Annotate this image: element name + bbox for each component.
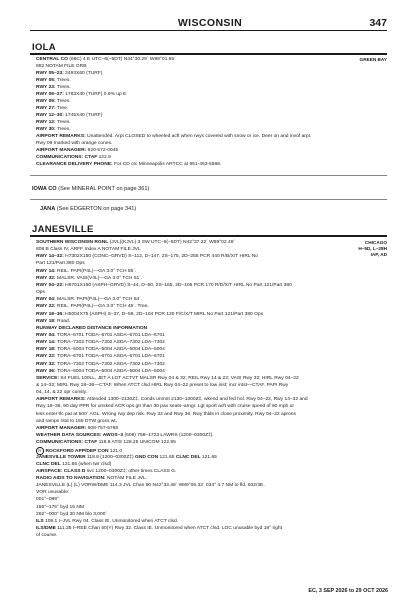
field-value: 808 B Class IV, ARFF Index A NOTAM FILE JVL bbox=[36, 247, 141, 253]
section-title-iola: IOLA bbox=[32, 42, 56, 53]
entry-line bbox=[36, 505, 84, 511]
page-number: 347 bbox=[369, 17, 387, 29]
section-title-janesville: JANESVILLE bbox=[32, 224, 94, 235]
entry-line bbox=[36, 397, 308, 403]
field-label: SOUTHERN WISCONSIN RGNL bbox=[36, 240, 109, 245]
entry-line bbox=[36, 326, 147, 332]
field-value: 121.65 bbox=[158, 454, 176, 460]
entry-line bbox=[36, 276, 142, 282]
entry-line bbox=[36, 57, 176, 63]
entry-line bbox=[36, 333, 165, 339]
field-value: Trees. bbox=[55, 120, 71, 125]
field-label: AIRPORT REMARKS: bbox=[36, 397, 86, 403]
field-label: RWY 30: bbox=[36, 127, 56, 132]
field-value: VOR unusable: bbox=[36, 490, 70, 496]
radar-circle-icon: R bbox=[36, 447, 44, 455]
entry-line bbox=[36, 383, 288, 389]
field-label: ILS bbox=[36, 518, 44, 524]
field-value: TORA–5004 TODA–5004 ASDA–5004 LDA–5004 bbox=[55, 347, 165, 353]
iowa-co-ref: (See MINERAL POINT on page 361) bbox=[56, 186, 150, 192]
field-value: 1783X40 (TURF) 0.6% up E bbox=[63, 92, 127, 97]
field-value: (68C) 4 E UTC–6(–5DT) N44°30.29´ W89°01.55´ bbox=[67, 57, 176, 62]
entry-line bbox=[36, 141, 112, 147]
chart-label-iola: GREEN BAY bbox=[359, 57, 387, 62]
field-value: H6701X150 (ASPH–GRVD) S–44, D–60, 2S–165, 2D–105 PCR 170 R/D/X/T HIRL No Part 121/Part 380 bbox=[63, 282, 292, 288]
field-value: Rwy 18–36, 90 day PPR for unsked ACR ops gtr than 30 pax seats–arngr. Lgt sport acft with cruise speed of 60 mph or bbox=[36, 404, 294, 410]
field-label: AIRSPACE: CLASS D bbox=[36, 468, 86, 474]
field-label: RWY 18: bbox=[36, 318, 56, 324]
entry-line bbox=[36, 134, 311, 140]
field-value: 282°–000° byd 30 NM blo 3,000´ bbox=[36, 511, 108, 517]
entry-line bbox=[36, 455, 217, 461]
entry-line bbox=[36, 462, 111, 468]
field-value: 111.35 I–REE Chan 50(Y) Rwy 32. Class IE. Unmonitored when ATCT clsd. LOC unusable byd 19° right bbox=[55, 526, 282, 531]
field-value: (608) 758–1723 LAWRS (1200–0300Z‡). bbox=[123, 433, 214, 439]
entry-line bbox=[36, 512, 107, 518]
entry-line bbox=[36, 290, 45, 296]
entry-line bbox=[36, 312, 263, 318]
entry-line bbox=[36, 469, 176, 475]
field-value: REIL. PAPI(P4L)—GA 3.0° TCH 45´. Tree. bbox=[55, 304, 149, 310]
field-value: Trees. bbox=[55, 85, 71, 90]
field-value: svc 1200–0300Z‡; other times CLASS G. bbox=[85, 468, 177, 474]
field-label: WEATHER DATA SOURCES: AWOS–3 bbox=[36, 433, 124, 439]
section-rule-iola bbox=[30, 53, 387, 55]
field-value: 882 NOTAM FILE GRB bbox=[36, 64, 87, 69]
field-value: TORA–6701 TODA–6701 ASDA–6701 LDA–6701 bbox=[55, 332, 165, 338]
field-label: RUNWAY DECLARED DISTANCE INFORMATION bbox=[36, 325, 148, 331]
entry-line bbox=[36, 155, 111, 161]
entry-line bbox=[36, 347, 165, 353]
field-label: RWY 14–32: bbox=[36, 254, 64, 260]
entry-line bbox=[36, 113, 102, 119]
field-value: less enter tfc pat at 500´ AGL. Wrong rwy dep risk. Rwy 32 and Rwy 36. Rwy thlds in close proximity. Rwy 04–22 aprons bbox=[36, 411, 296, 417]
field-value: TORA–7302 TODA–7302 ASDA–7302 LDA–7302 bbox=[55, 340, 165, 346]
field-label: AIRPORT MANAGER: bbox=[36, 425, 87, 431]
field-value: S4 FUEL 100LL, JET A LGT ACTVT MALSR Rwy 04 & 32; REIL Rwy 14 & 22; VASI Rwy 32; HIRL Rwy 04–22 bbox=[59, 375, 299, 381]
field-value: For CD ctc Minneapolis ARTCC at 651-463-5588. bbox=[112, 162, 222, 167]
entry-line bbox=[36, 526, 282, 532]
entry-line bbox=[36, 106, 68, 112]
field-value: and ramps rstd to 155 DTW gross wt. bbox=[36, 418, 117, 424]
field-label: RWY 18–36: bbox=[36, 311, 64, 317]
field-value: 1745X40 (TURF) bbox=[63, 113, 103, 118]
entry-line bbox=[36, 354, 165, 360]
field-label: RWY 04–22: bbox=[36, 282, 64, 288]
entry-line bbox=[36, 297, 142, 303]
field-label: RWY 04: bbox=[36, 332, 56, 338]
field-value: Trees. bbox=[55, 127, 71, 132]
field-label: RWY 23: bbox=[36, 85, 56, 90]
field-value: 920-572-0045 bbox=[86, 148, 119, 153]
field-value: MALSR. PAPI(P4L)—GA 3.0° TCH 54´. bbox=[55, 297, 143, 303]
entry-line bbox=[36, 85, 71, 91]
chart-label-chicago: CHICAGO bbox=[364, 240, 387, 245]
field-value: 118.8 ATIS 128.25 UNICOM 122.95 bbox=[97, 440, 176, 446]
field-value: Trees. bbox=[55, 99, 71, 104]
effective-dates: EC, 3 SEP 2026 to 29 OCT 2026 bbox=[308, 588, 388, 594]
field-label: RWY 09: bbox=[36, 99, 56, 104]
field-label: CLNC DEL bbox=[36, 461, 61, 467]
entry-line bbox=[36, 362, 165, 368]
header-rule bbox=[30, 30, 387, 31]
entry-line bbox=[36, 412, 296, 418]
field-value: REIL. PAPI(P4L)—GA 3.0° TCH 55´. bbox=[55, 268, 137, 274]
field-label: RWY 05: bbox=[36, 78, 56, 83]
field-value: MALSR. VASI(V4L)—GA 3.0° TCH 51´. bbox=[55, 275, 143, 281]
field-value: 122.9 bbox=[97, 155, 111, 160]
field-value: 608-757-5768 bbox=[86, 425, 119, 431]
chart-label-iap: IAP, AD bbox=[370, 252, 387, 257]
entry-line bbox=[36, 162, 221, 168]
field-label: ROCKFORD APP/DEP CON bbox=[45, 449, 109, 455]
iowa-co-name: IOWA CO bbox=[32, 186, 57, 192]
field-label: RWY 12: bbox=[36, 120, 56, 125]
divider bbox=[30, 199, 387, 200]
jana-entry bbox=[40, 206, 136, 213]
field-label: RWY 32: bbox=[36, 361, 56, 367]
field-label: RWY 14: bbox=[36, 268, 56, 274]
field-value: Road. bbox=[55, 318, 71, 324]
field-label: RWY 18: bbox=[36, 347, 56, 353]
entry-line bbox=[36, 369, 165, 375]
field-label: RWY 14: bbox=[36, 340, 56, 346]
entry-line bbox=[36, 419, 117, 425]
entry-line bbox=[36, 319, 70, 325]
field-label: CLNC DEL bbox=[175, 454, 201, 460]
entry-line bbox=[36, 440, 176, 446]
field-label: RWY 05–23: bbox=[36, 71, 64, 76]
entry-line bbox=[36, 247, 141, 253]
field-value: Trees. bbox=[55, 78, 71, 83]
divider bbox=[30, 175, 387, 176]
jana-name: JANA bbox=[40, 206, 56, 212]
entry-line bbox=[36, 340, 165, 346]
entry-line bbox=[36, 92, 126, 98]
field-value: JANESVILLE (L) (L) VORW/DME 114.3 JVL Chan 90 N42°33.48´ W89°06.32´ 034° 4.7 NM to fld. 932/3E. bbox=[36, 483, 265, 489]
field-label: RWY 32: bbox=[36, 275, 56, 281]
field-value: H5004X75 (ASPH) S–37, D–58, 2D–104 PCR 130 F/C/X/T MIRL No Part 121/Part 380 Ops bbox=[63, 311, 264, 317]
field-label: RADIO AIDS TO NAVIGATION: bbox=[36, 475, 106, 481]
field-value: TORA–5004 TODA–5004 ASDA–5004 LDA–5004 bbox=[55, 368, 165, 374]
entry-line bbox=[36, 78, 71, 84]
field-value: 121.65 bbox=[200, 454, 217, 460]
field-value: H7302X150 (CONC–GRVD) S–112, D–147, 2S–175, 2D–255 PCR 440 R/B/X/T HIRL No bbox=[63, 254, 259, 260]
field-value: TORA–6701 TODA–6701 ASDA–6701 LDA–6701 bbox=[55, 354, 165, 360]
field-label: RWY 27: bbox=[36, 106, 56, 111]
field-value: 121.65 (when twr clsd) bbox=[60, 461, 112, 467]
entry-line bbox=[36, 120, 71, 126]
field-label: GND CON bbox=[135, 454, 159, 460]
field-value: Rwy 09 marked with orange cones. bbox=[36, 141, 113, 146]
entry-line bbox=[36, 376, 299, 382]
entry-line bbox=[36, 497, 59, 503]
entry-line bbox=[36, 127, 71, 133]
field-value: 001°–089° bbox=[36, 497, 59, 503]
chart-label-enroute: H–5D, L–28H bbox=[358, 246, 387, 251]
field-label: RWY 09–27: bbox=[36, 92, 64, 97]
entry-line bbox=[36, 404, 294, 410]
field-label: RWY 22: bbox=[36, 354, 56, 360]
field-label: AIRPORT REMARKS: bbox=[36, 134, 86, 139]
field-value: 2493X60 (TURF) bbox=[63, 71, 103, 76]
field-label: COMMUNICATIONS: CTAF bbox=[36, 155, 98, 160]
entry-line bbox=[36, 283, 292, 289]
entry-line bbox=[36, 476, 147, 482]
page-header-state: WISCONSIN bbox=[177, 17, 243, 29]
entry-line bbox=[36, 490, 69, 496]
entry-line bbox=[36, 519, 178, 525]
entry-line bbox=[36, 64, 86, 70]
field-label: CENTRAL CO bbox=[36, 57, 68, 62]
entry-line bbox=[36, 483, 265, 489]
jana-ref: (See EDGERTON on page 341) bbox=[55, 206, 137, 212]
entry-line bbox=[36, 240, 235, 246]
field-value: Attended 1300–2130Z‡. Conds unmnt 2130–1300Z‡, wkend and fed hol. Rwy 04–22, Rwy 14–32 and bbox=[85, 397, 308, 403]
field-label: COMMUNICATIONS: CTAF bbox=[36, 440, 98, 446]
field-value: & 14–32; MIRL Rwy 18–36—CTAF. When ATCT clsd HIRL Rwy 04–22 preset to low inst; incr intst—CTAF. PAPI Rwy bbox=[36, 383, 289, 388]
field-value: (JVL)(KJVL) 3 SW UTC–6(–5DT) N42°37.22´ W89°02.49´ bbox=[108, 240, 236, 245]
entry-line bbox=[36, 99, 71, 105]
entry-line bbox=[36, 426, 118, 432]
field-value: of course. bbox=[36, 533, 58, 539]
field-value: NOTAM FILE JVL. bbox=[105, 475, 148, 481]
field-label: AIRPORT MANAGER: bbox=[36, 148, 87, 153]
entry-line bbox=[36, 71, 102, 77]
field-value: 04, 14, & 22 opr consly. bbox=[36, 390, 88, 396]
iowa-co-entry bbox=[32, 186, 149, 193]
field-label: RWY 04: bbox=[36, 297, 56, 303]
field-label: RWY 36: bbox=[36, 368, 56, 374]
field-label: CLEARANCE DELIVERY PHONE: bbox=[36, 162, 113, 167]
field-label: RWY 12–30: bbox=[36, 113, 64, 118]
field-value: Part 121/Part 380 Ops bbox=[36, 261, 85, 267]
field-value: 155°–175° byd 15 NM bbox=[36, 504, 84, 510]
field-value: TORA–7302 TODA–7302 ASDA–7302 LDA–7302 bbox=[55, 361, 165, 367]
entry-line bbox=[36, 254, 258, 260]
entry-line bbox=[36, 304, 149, 310]
field-value: Ops bbox=[36, 290, 45, 296]
field-value: 109.1 I–JVL Rwy 04. Class IE. Unmonitored when ATCT clsd. bbox=[43, 518, 179, 524]
entry-line bbox=[36, 433, 214, 439]
field-label: RWY 22: bbox=[36, 304, 56, 310]
field-label: SERVICE: bbox=[36, 375, 60, 381]
entry-line bbox=[36, 390, 87, 396]
section-rule-janesville bbox=[30, 235, 387, 237]
field-value: Tree. bbox=[55, 106, 69, 111]
field-label: JANESVILLE TOWER bbox=[36, 454, 86, 460]
entry-line bbox=[36, 533, 57, 539]
field-value: 118.8 (1200–0300Z‡) bbox=[85, 454, 136, 460]
field-value: 121.0 bbox=[108, 449, 123, 455]
entry-line bbox=[36, 269, 136, 275]
field-value: Unattended. Arpt CLOSED to wheeled acft when rwys covered with snow or ice. Deer on and invof arpt. bbox=[85, 134, 312, 139]
entry-line bbox=[36, 261, 85, 267]
entry-line bbox=[36, 148, 118, 154]
field-label: ILS/DME bbox=[36, 526, 56, 531]
